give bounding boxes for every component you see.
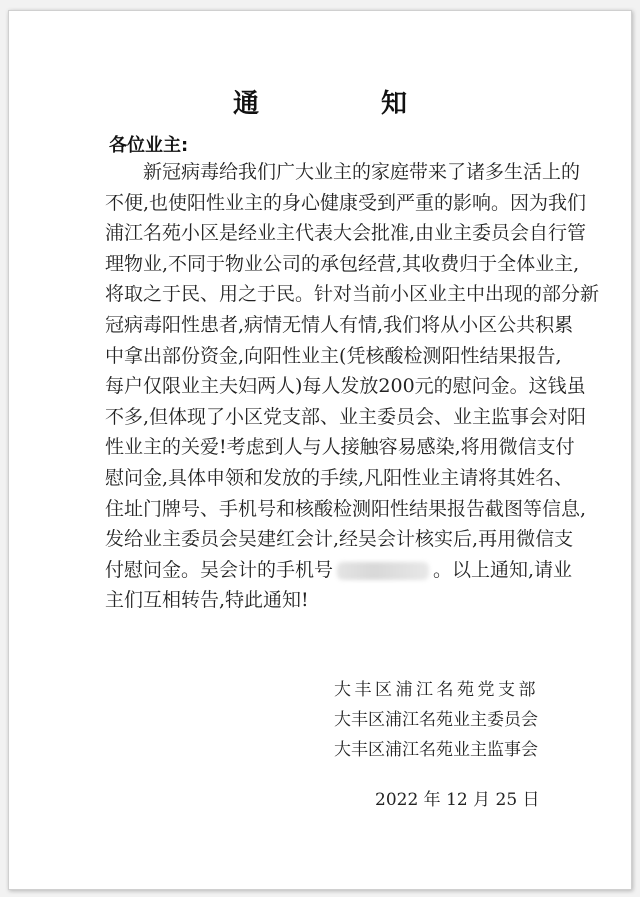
body-line: 慰问金,具体申领和发放的手续,凡阳性业主请将其姓名、 [105, 466, 574, 489]
body-line: 每户仅限业主夫妇两人)每人发放200元的慰问金。这钱虽 [105, 375, 586, 398]
body-line: 冠病毒阳性患者,病情无情人有情,我们将从小区公共积累 [105, 313, 574, 336]
body-line: 不便,也使阳性业主的身心健康受到严重的影响。因为我们 [105, 191, 587, 214]
body-line-phone [105, 555, 573, 586]
notice-body [105, 157, 600, 616]
phone-prefix: 付慰问金。吴会计的手机号 [105, 558, 334, 581]
notice-date: 2022 年 12 月 25 日 [375, 790, 540, 810]
body-line: 不多,但体现了小区党支部、业主委员会、业主监事会对阳 [105, 405, 587, 428]
signature-owners-committee: 大丰区浦江名苑业主委员会 [334, 710, 538, 730]
body-line: 发给业主委员会吴建红会计,经吴会计核实后,再用微信支 [105, 528, 574, 551]
body-line: 将取之于民、用之于民。针对当前小区业主中出现的部分新 [105, 283, 600, 306]
body-line: 住址门牌号、手机号和核酸检测阳性结果报告截图等信息, [105, 497, 587, 520]
body-line: 性业主的关爱!考虑到人与人接触容易感染,将用微信支付 [105, 436, 575, 459]
notice-page [8, 10, 632, 890]
notice-title: 通 知 [232, 89, 455, 119]
body-line: 浦江名苑小区是经业主代表大会批准,由业主委员会自行管 [105, 222, 587, 245]
phone-suffix: 。以上通知,请业 [433, 558, 573, 581]
signature-block [334, 675, 539, 765]
body-line: 新冠病毒给我们广大业主的家庭带来了诸多生活上的 [143, 161, 581, 183]
signature-supervisory-board: 大丰区浦江名苑业主监事会 [334, 740, 538, 760]
salutation: 各位业主: [109, 135, 189, 156]
body-line: 主们互相转告,特此通知! [105, 589, 309, 612]
body-line: 理物业,不同于物业公司的承包经营,其收费归于全体业主, [105, 252, 580, 275]
redacted-phone-number [337, 562, 429, 580]
body-line: 中拿出部份资金,向阳性业主(凭核酸检测阳性结果报告, [105, 344, 562, 367]
signature-party-branch: 大丰区浦江名苑党支部 [334, 680, 539, 700]
